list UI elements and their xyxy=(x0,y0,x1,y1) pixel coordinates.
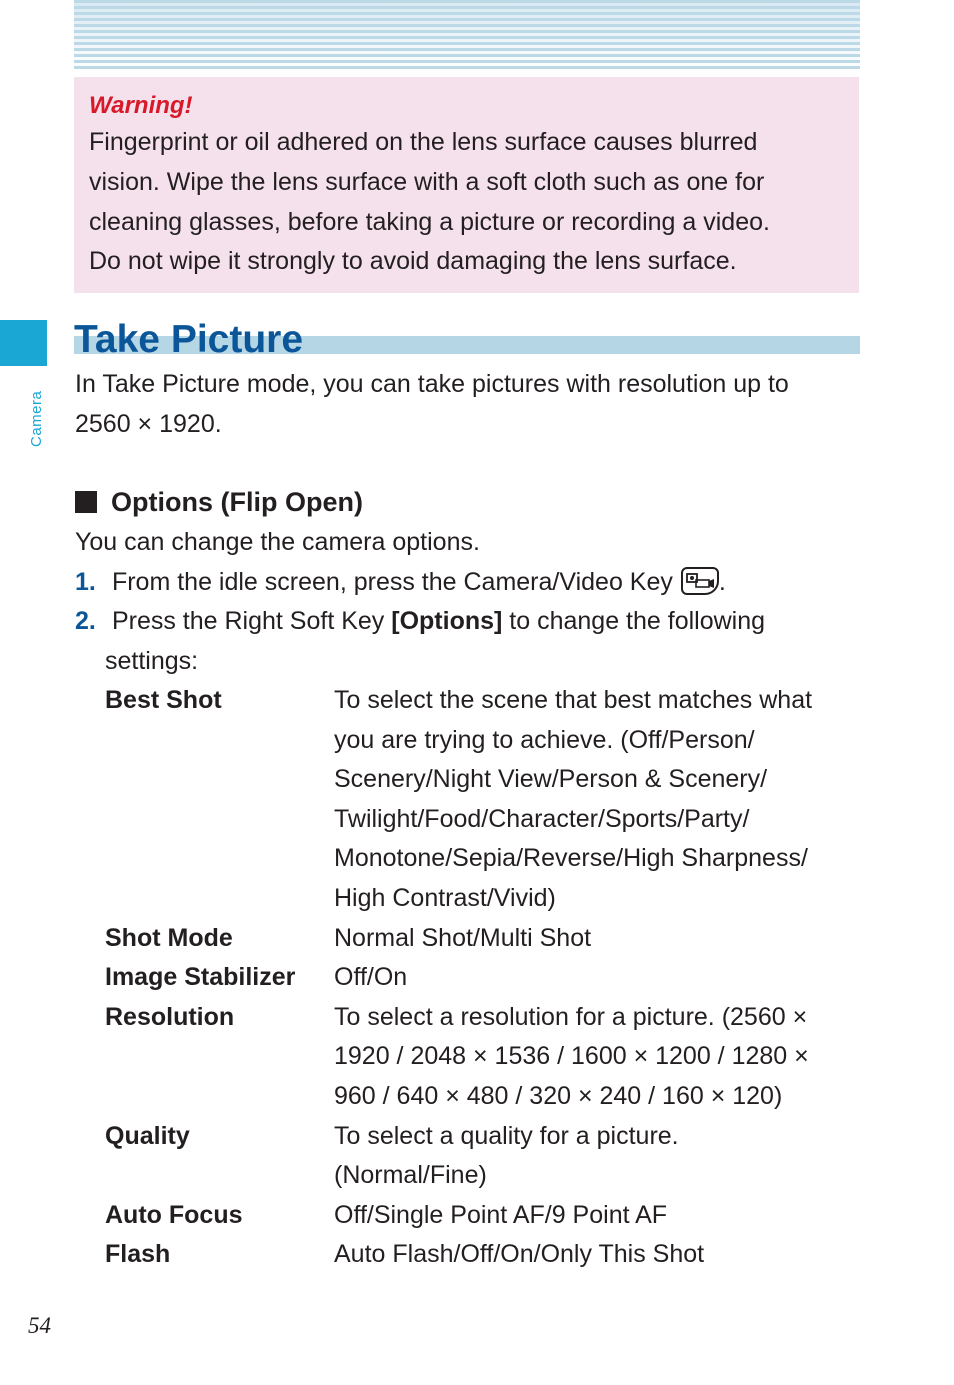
value-line: Off/On xyxy=(334,963,408,992)
section-intro xyxy=(75,365,789,444)
warning-text xyxy=(89,123,843,282)
options-softkey-label: [Options] xyxy=(391,607,503,635)
value-line: To select a resolution for a picture. (2560 × xyxy=(334,1002,808,1031)
step-text-after: to change the following xyxy=(502,607,766,635)
setting-label: Flash xyxy=(105,1240,171,1269)
chapter-label: Camera xyxy=(28,390,45,447)
setting-row xyxy=(105,1117,865,1196)
value-line: To select the scene that best matches what xyxy=(334,686,813,714)
step-text: From the idle screen, press the Camera/Video Key xyxy=(111,568,673,596)
warning-line: cleaning glasses, before taking a picture or recording a video. xyxy=(89,207,770,236)
warning-line: Do not wipe it strongly to avoid damaging the lens surface. xyxy=(89,247,737,276)
options-heading-text: Options (Flip Open) xyxy=(111,487,363,517)
warning-line: Fingerprint or oil adhered on the lens surface causes blurred xyxy=(89,128,758,156)
value-line: 1920 / 2048 × 1536 / 1600 × 1200 / 1280 × xyxy=(334,1042,809,1071)
setting-row xyxy=(105,919,865,959)
setting-row xyxy=(105,998,865,1117)
value-line: Scenery/Night View/Person & Scenery/ xyxy=(334,765,768,794)
value-line: 960 / 640 × 480 / 320 × 240 / 160 × 120) xyxy=(334,1081,783,1110)
step-1 xyxy=(75,563,726,603)
step-suffix: . xyxy=(718,568,726,596)
setting-row xyxy=(105,1196,865,1236)
setting-label: Best Shot xyxy=(105,686,222,714)
setting-value xyxy=(334,919,859,959)
setting-label: Quality xyxy=(105,1121,190,1150)
intro-line: 2560 × 1920. xyxy=(75,409,222,438)
setting-label: Image Stabilizer xyxy=(105,963,296,992)
setting-row xyxy=(105,681,865,919)
setting-label: Shot Mode xyxy=(105,923,233,952)
page-number: 54 xyxy=(28,1313,51,1338)
value-line: Off/Single Point AF/9 Point AF xyxy=(334,1200,668,1229)
warning-line: vision. Wipe the lens surface with a soft cloth such as one for xyxy=(89,167,765,196)
setting-label: Auto Focus xyxy=(105,1200,243,1229)
section-title: Take Picture xyxy=(74,318,304,361)
setting-value xyxy=(334,1117,859,1196)
setting-row xyxy=(105,958,865,998)
options-intro: You can change the camera options. xyxy=(75,528,480,556)
value-line: To select a quality for a picture. xyxy=(334,1121,679,1150)
step-2 xyxy=(75,602,765,681)
value-line: High Contrast/Vivid) xyxy=(334,883,556,912)
step-text: Press the Right Soft Key xyxy=(111,607,392,635)
setting-value xyxy=(334,998,859,1117)
value-line: you are trying to achieve. (Off/Person/ xyxy=(334,725,755,754)
value-line: Normal Shot/Multi Shot xyxy=(334,923,592,952)
step-continuation: settings: xyxy=(105,646,199,675)
setting-value xyxy=(334,958,859,998)
warning-title: Warning! xyxy=(89,92,193,119)
header-stripes xyxy=(74,0,860,70)
setting-value xyxy=(334,1235,859,1275)
chapter-tab xyxy=(0,320,47,366)
step-number: 1. xyxy=(75,568,96,596)
value-line: Monotone/Sepia/Reverse/High Sharpness/ xyxy=(334,844,808,873)
setting-row xyxy=(105,1235,865,1275)
value-line: Auto Flash/Off/On/Only This Shot xyxy=(334,1240,705,1269)
setting-value xyxy=(334,1196,859,1236)
square-bullet-icon xyxy=(75,491,97,513)
settings-list xyxy=(105,681,865,1275)
value-line: Twilight/Food/Character/Sports/Party/ xyxy=(334,804,750,833)
step-number: 2. xyxy=(75,607,96,635)
camera-video-key-icon xyxy=(681,567,719,595)
setting-value xyxy=(334,681,859,919)
options-heading xyxy=(75,484,363,520)
setting-label: Resolution xyxy=(105,1002,235,1031)
warning-box xyxy=(74,77,859,293)
value-line: (Normal/Fine) xyxy=(334,1161,487,1190)
intro-line: In Take Picture mode, you can take pictures with resolution up to xyxy=(75,370,789,398)
